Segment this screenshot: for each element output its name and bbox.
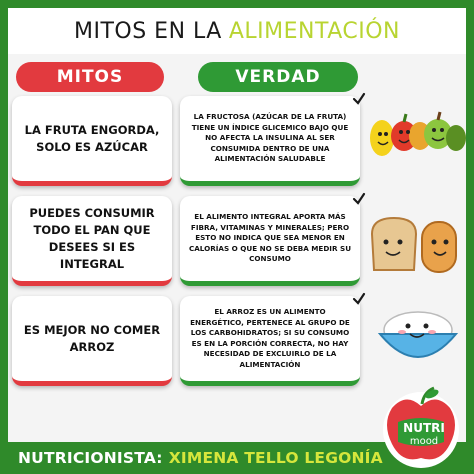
- truth-card-3: [180, 296, 360, 386]
- bread-illustration: [366, 212, 464, 276]
- myth-card-3: [12, 296, 172, 386]
- rice-bowl-illustration: [372, 304, 464, 374]
- check-icon: [352, 192, 366, 206]
- myth-text: PUEDES CONSUMIR TODO EL PAN QUE DESEES SI ES INTEGRAL: [29, 205, 155, 271]
- mitos-label: MITOS: [16, 62, 164, 92]
- myth-card-2: [12, 196, 172, 286]
- verdad-label: VERDAD: [198, 62, 358, 92]
- truth-card-2: [180, 196, 360, 286]
- title-main: MITOS EN LA: [73, 18, 222, 44]
- truth-card-1: [180, 96, 360, 186]
- check-icon: [352, 292, 366, 306]
- truth-text: EL ALIMENTO INTEGRAL APORTA MÁS FIBRA, VITAMINAS Y MINERALES; PERO ESTO NO INDICA QUE SEA MENOR EN CALORÍAS O QUE NO SE DEBA MEDIR SU CONSUMO: [188, 212, 352, 264]
- truth-text: LA FRUCTOSA (AZÚCAR DE LA FRUTA) TIENE UN ÍNDICE GLICEMICO BAJO QUE NO AFECTA LA INSULINA AL SER CONSUMIDA DENTRO DE UNA ALIMENTACIÓN SALUDABLE: [191, 112, 349, 164]
- fruit-illustration: [368, 100, 468, 160]
- logo-text-mood: mood: [409, 436, 439, 447]
- nutritionist-name: XIMENA TELLO LEGONÍA: [168, 449, 383, 467]
- check-icon: [352, 92, 366, 106]
- myth-text: ES MEJOR NO COMER ARROZ: [23, 322, 161, 354]
- page-title: [8, 8, 466, 54]
- myth-text: LA FRUTA ENGORDA, SOLO ES AZÚCAR: [24, 122, 160, 154]
- title-accent: ALIMENTACIÓN: [228, 18, 400, 44]
- logo-text-nutri: NUTRI: [403, 421, 445, 435]
- myth-card-1: [12, 96, 172, 186]
- truth-text: EL ARROZ ES UN ALIMENTO ENERGÉTICO, PERTENECE AL GRUPO DE LOS CARBOHIDRATOS; SI SU CONSUMO ES EN LA PORCIÓN CORRECTA, NO HAY NECESIDAD DE EXCLUIRLO DE LA ALIMENTACIÓN: [190, 307, 350, 369]
- footer-label: NUTRICIONISTA:: [18, 449, 163, 467]
